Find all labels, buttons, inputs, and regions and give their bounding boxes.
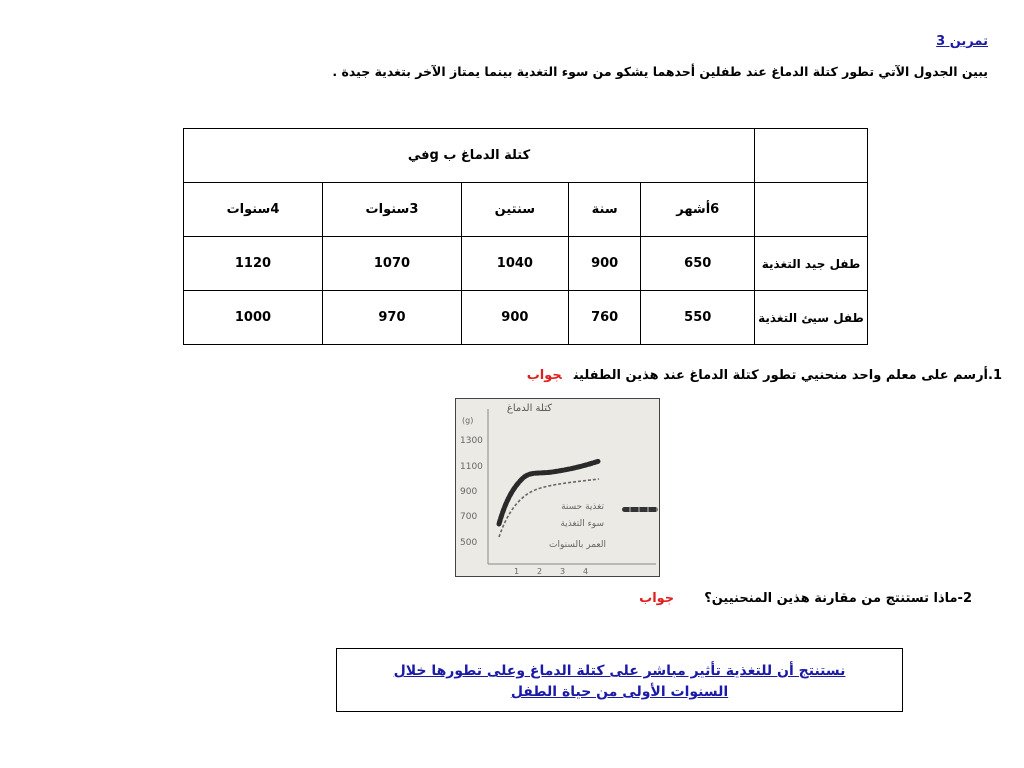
exercise-title: تمرين 3: [936, 34, 988, 49]
legend-good: تغذية حسنة: [561, 502, 604, 512]
table-header-title: كتلة الدماغ ب gفي: [184, 129, 755, 183]
table-corner-cell: [755, 129, 868, 183]
row-label: طفل سيئ التغذية: [755, 291, 868, 345]
column-header: 4سنوات: [184, 183, 323, 237]
conclusion-box: [336, 648, 903, 712]
legend-bad: سوء التغذية: [560, 519, 604, 529]
intro-text: يبين الجدول الآتي تطور كتلة الدماغ عند طفلين أحدهما يشكو من سوء التغدية بينما يمتاز الآخر بتغدية جيدة .: [332, 64, 988, 79]
table-cell: 970: [322, 291, 461, 345]
table-row: [184, 291, 868, 345]
question-2-text: 2-ماذا تستنتج من مقارنة هذين المنحنيين؟: [704, 591, 972, 606]
table-cell: 1120: [184, 237, 323, 291]
column-header: سنة: [568, 183, 641, 237]
growth-curves-graph: [456, 399, 659, 576]
question-1-text: 1.أرسم على معلم واحد منحنيي تطور كتلة الدماغ عند هذين الطفلين: [573, 368, 1002, 383]
x-tick-label: 3: [560, 567, 566, 576]
table-cell: 1040: [461, 237, 568, 291]
y-tick-label: 700: [460, 512, 478, 522]
graph-ylabel: كتلة الدماغ: [506, 403, 552, 414]
table-empty-cell: [755, 183, 868, 237]
y-tick-label: 1300: [460, 436, 483, 446]
answer-graph-image: [455, 398, 660, 577]
column-header: 3سنوات: [322, 183, 461, 237]
table-cell: 1000: [184, 291, 323, 345]
x-tick-label: 4: [583, 567, 589, 576]
answer-label: جواب: [639, 591, 675, 606]
legend-dash-mark: [622, 507, 658, 512]
x-tick-label: 1: [514, 567, 520, 576]
graph-xlabel: العمر بالسنوات: [549, 540, 606, 550]
answer-label: جواب: [526, 368, 562, 383]
column-header: سنتين: [461, 183, 568, 237]
conclusion-text: نستنتج أن للتغذية تأثير مباشر على كتلة الدماغ وعلى تطورها خلال السنوات الأولى من حياة الطفل: [393, 663, 846, 700]
table-cell: 900: [461, 291, 568, 345]
row-label: طفل جيد التغذية: [755, 237, 868, 291]
question-2: [639, 591, 972, 606]
question-1: [527, 368, 1002, 383]
table-cell: 1070: [322, 237, 461, 291]
y-tick-label: 500: [460, 538, 478, 548]
table-header-row: [184, 129, 868, 183]
y-tick-label: 1100: [460, 462, 483, 472]
table-cell: 760: [568, 291, 641, 345]
column-header: 6أشهر: [641, 183, 755, 237]
graph-unit: (g): [462, 416, 474, 425]
table-row: [184, 237, 868, 291]
table-cell: 550: [641, 291, 755, 345]
table-columns-row: [184, 183, 868, 237]
x-tick-label: 2: [537, 567, 543, 576]
y-tick-label: 900: [460, 487, 478, 497]
curve-good-nutrition: [499, 461, 599, 524]
table-cell: 650: [641, 237, 755, 291]
table-cell: 900: [568, 237, 641, 291]
brain-mass-table: [183, 128, 868, 345]
